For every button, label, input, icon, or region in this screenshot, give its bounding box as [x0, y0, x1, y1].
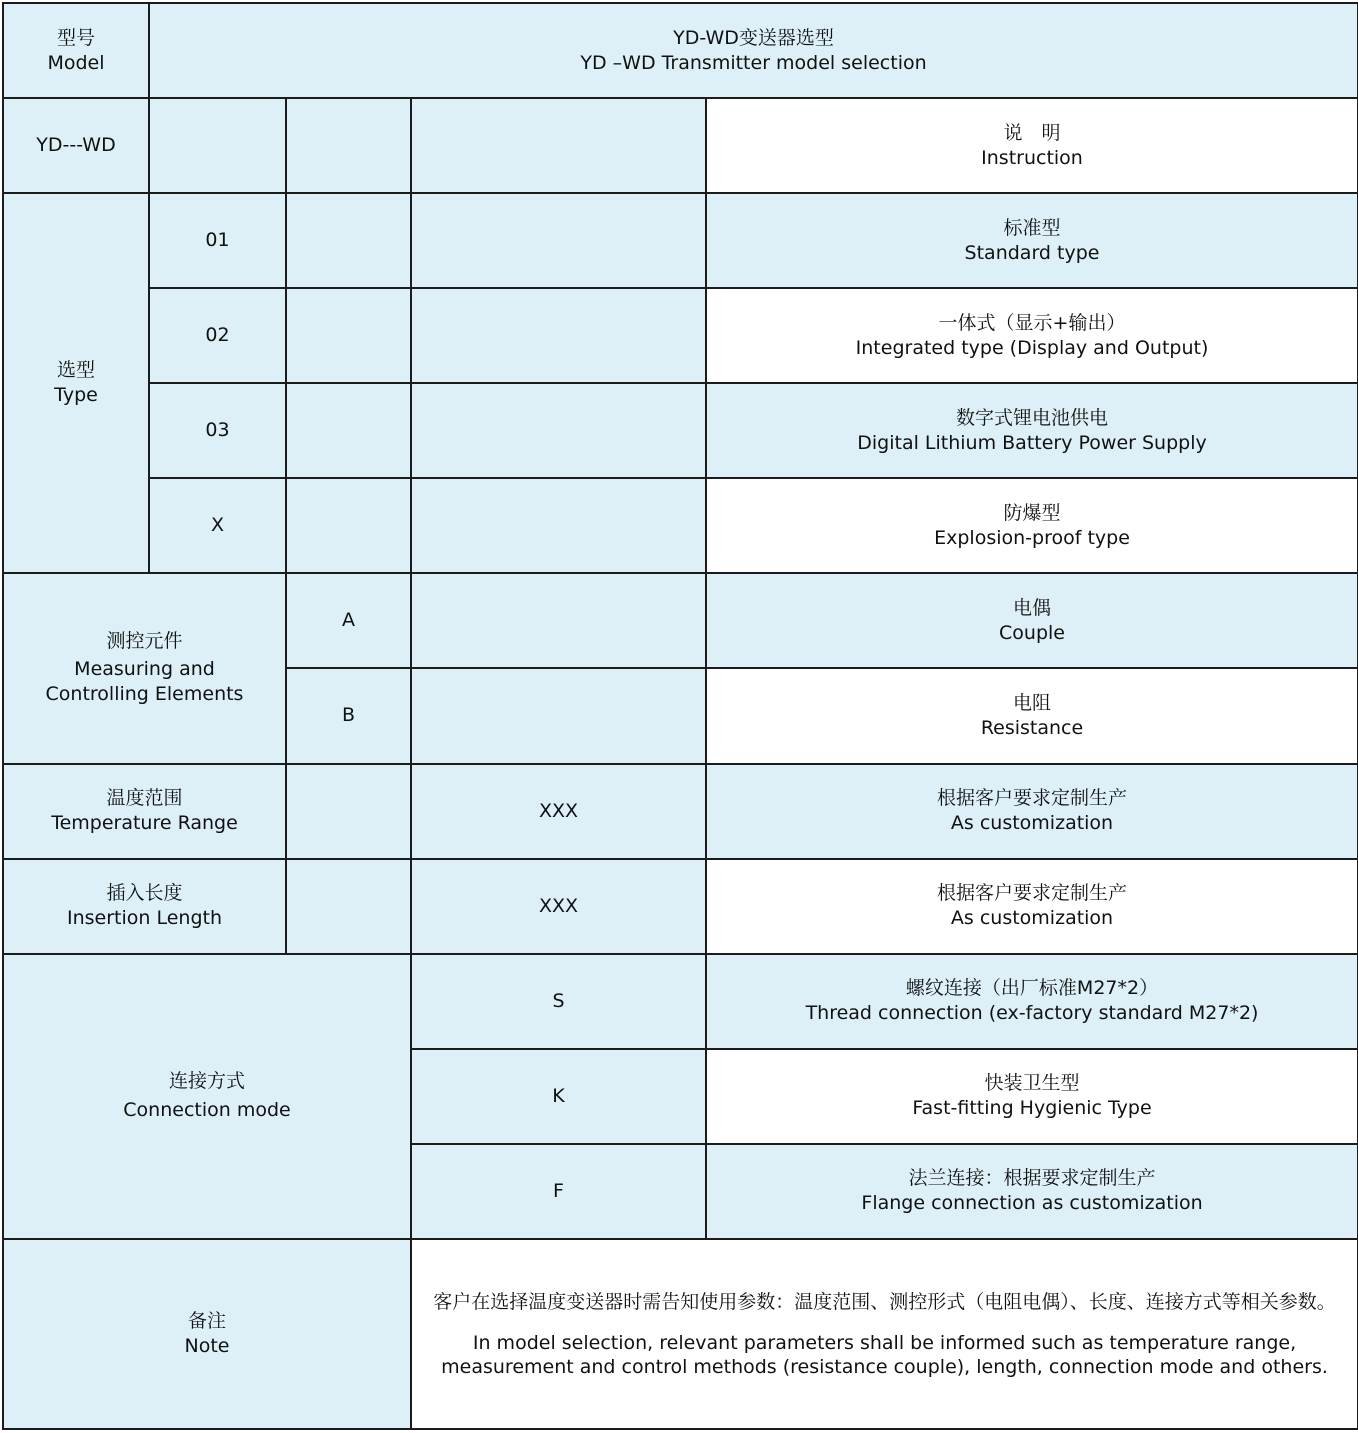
empty-cell: [411, 478, 706, 573]
note-text-en: In model selection, relevant parameters shall be informed such as temperature range, measurement and control methods (resistance couple), length, connection mode and others.: [441, 1332, 1328, 1379]
connection-label-zh: 连接方式: [168, 1070, 245, 1093]
element-label-en-1: Measuring and: [74, 658, 215, 681]
temperature-range-desc-zh: 根据客户要求定制生产: [937, 787, 1128, 810]
element-label-en-2: Controlling Elements: [45, 683, 244, 706]
note-label-zh: 备注: [187, 1309, 226, 1332]
connection-code-cell: K: [411, 1049, 706, 1144]
type-code-cell: 02: [149, 288, 286, 383]
type-code-cell: 01: [149, 193, 286, 288]
instruction-label-en: Instruction: [981, 146, 1083, 169]
type-label-en: Type: [54, 384, 98, 407]
note-label-en: Note: [184, 1334, 230, 1357]
empty-cell: [286, 859, 411, 954]
element-desc-cell: [706, 573, 1358, 668]
connection-group-label-cell: [3, 954, 411, 1239]
empty-cell: [411, 668, 706, 763]
insertion-length-label-cell: [3, 859, 286, 954]
type-desc-cell: [706, 288, 1358, 383]
code-row: [3, 98, 1358, 193]
table-row: [3, 764, 1358, 859]
table-row: [3, 859, 1358, 954]
insertion-length-desc-cell: [706, 859, 1358, 954]
model-code-cell: YD---WD: [3, 98, 149, 193]
table-title-en: YD –WD Transmitter model selection: [580, 51, 927, 74]
temperature-range-code-cell: XXX: [411, 764, 706, 859]
table-row: [3, 478, 1358, 573]
empty-cell: [411, 288, 706, 383]
type-desc-cell: [706, 478, 1358, 573]
empty-cell: [411, 193, 706, 288]
empty-cell: [411, 383, 706, 478]
model-label-zh: 型号: [56, 26, 95, 49]
insertion-length-desc-en: As customization: [950, 907, 1114, 930]
connection-desc-en: Thread connection (ex-factory standard M27*2): [805, 1002, 1259, 1025]
type-desc-en: Standard type: [964, 241, 1100, 264]
model-header-cell: [3, 3, 149, 98]
insertion-length-label-en: Insertion Length: [66, 907, 222, 930]
element-desc-cell: [706, 668, 1358, 763]
connection-code-cell: F: [411, 1144, 706, 1239]
table-title-cell: [149, 3, 1358, 98]
instruction-header-cell: [706, 98, 1358, 193]
type-code-cell: X: [149, 478, 286, 573]
type-desc-zh: 防爆型: [1003, 501, 1061, 524]
connection-desc-en: Flange connection as customization: [861, 1192, 1203, 1215]
element-desc-zh: 电阻: [1013, 691, 1052, 714]
empty-cell: [286, 764, 411, 859]
table-row: [3, 954, 1358, 1049]
connection-desc-zh: 螺纹连接（出厂标准M27*2）: [905, 977, 1159, 1000]
connection-desc-cell: [706, 1144, 1358, 1239]
type-group-label-cell: [3, 193, 149, 573]
type-desc-en: Explosion-proof type: [934, 526, 1130, 549]
element-label-zh: 测控元件: [106, 630, 183, 653]
type-code-cell: 03: [149, 383, 286, 478]
temperature-range-desc-cell: [706, 764, 1358, 859]
temperature-range-label-zh: 温度范围: [106, 787, 183, 810]
empty-cell: [286, 288, 411, 383]
type-desc-zh: 标准型: [1003, 216, 1061, 239]
connection-code-cell: S: [411, 954, 706, 1049]
connection-desc-zh: 法兰连接：根据要求定制生产: [908, 1167, 1156, 1190]
type-label-zh: 选型: [56, 359, 95, 382]
type-desc-zh: 一体式（显示+输出）: [938, 311, 1126, 334]
element-group-label-cell: [3, 573, 286, 763]
table-row: [3, 288, 1358, 383]
header-row: [3, 3, 1358, 98]
type-desc-en: Integrated type (Display and Output): [855, 336, 1209, 359]
type-desc-zh: 数字式锂电池供电: [956, 406, 1109, 429]
connection-desc-zh: 快装卫生型: [984, 1072, 1080, 1095]
model-selection-table: [2, 2, 1358, 1430]
element-code-cell: A: [286, 573, 411, 668]
element-desc-en: Resistance: [980, 716, 1084, 739]
model-label-en: Model: [47, 51, 105, 74]
empty-cell: [411, 573, 706, 668]
insertion-length-code-cell: XXX: [411, 859, 706, 954]
element-desc-zh: 电偶: [1013, 596, 1052, 619]
temperature-range-desc-en: As customization: [950, 812, 1114, 835]
element-desc-en: Couple: [999, 621, 1065, 644]
insertion-length-desc-zh: 根据客户要求定制生产: [937, 882, 1128, 905]
connection-desc-cell: [706, 1049, 1358, 1144]
empty-cell: [149, 98, 286, 193]
connection-desc-en: Fast-fitting Hygienic Type: [912, 1097, 1152, 1120]
empty-cell: [286, 478, 411, 573]
connection-desc-cell: [706, 954, 1358, 1049]
note-text-cell: [411, 1239, 1358, 1429]
instruction-label-zh: 说 明: [1003, 121, 1061, 144]
table-row: [3, 383, 1358, 478]
empty-cell: [286, 383, 411, 478]
table-title-zh: YD-WD变送器选型: [673, 26, 834, 49]
temperature-range-label-en: Temperature Range: [51, 812, 238, 835]
element-code-cell: B: [286, 668, 411, 763]
connection-label-en: Connection mode: [123, 1099, 291, 1122]
insertion-length-label-zh: 插入长度: [106, 882, 183, 905]
type-desc-cell: [706, 193, 1358, 288]
empty-cell: [286, 193, 411, 288]
temperature-range-label-cell: [3, 764, 286, 859]
empty-cell: [411, 98, 706, 193]
type-desc-en: Digital Lithium Battery Power Supply: [857, 431, 1207, 454]
note-row: [3, 1239, 1358, 1429]
empty-cell: [286, 98, 411, 193]
table-row: [3, 573, 1358, 668]
type-desc-cell: [706, 383, 1358, 478]
note-label-cell: [3, 1239, 411, 1429]
table-row: [3, 193, 1358, 288]
note-text-zh: 客户在选择温度变送器时需告知使用参数：温度范围、测控形式（电阻电偶）、长度、连接方式等相关参数。: [433, 1291, 1336, 1314]
